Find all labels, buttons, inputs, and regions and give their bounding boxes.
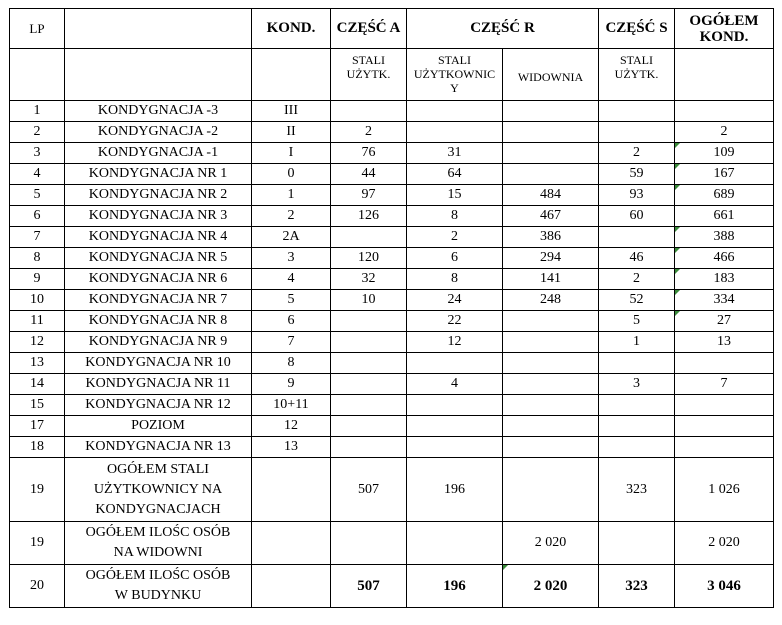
cell-a [331,395,407,416]
table-row [10,227,774,248]
cell-kond: 6 [252,311,331,332]
cell-total [675,416,774,437]
summary-cell-s: 323 [599,458,675,522]
cell-name: KONDYGNACJA NR 8 [65,311,252,332]
cell-kond: 2A [252,227,331,248]
cell-s [599,395,675,416]
cell-lp: 4 [10,164,65,185]
summary-cell-a: 507 [331,458,407,522]
cell-r-widownia: 386 [503,227,599,248]
cell-kond: 5 [252,290,331,311]
cell-a [331,311,407,332]
cell-r-widownia: 294 [503,248,599,269]
col-part-s: CZĘŚĆ S [599,9,675,49]
cell-total: 167 [675,164,774,185]
cell-a [331,332,407,353]
cell-a: 32 [331,269,407,290]
table-row [10,185,774,206]
sub-empty-total [675,49,774,101]
cell-r-stali [407,101,503,122]
table-row [10,353,774,374]
cell-a: 2 [331,122,407,143]
cell-total [675,395,774,416]
cell-total: 466 [675,248,774,269]
cell-total [675,101,774,122]
cell-name: KONDYGNACJA NR 11 [65,374,252,395]
cell-kond: 1 [252,185,331,206]
sub-a-stali: STALI UŻYTK. [331,49,407,101]
col-name [65,9,252,49]
table-row [10,374,774,395]
cell-r-stali: 12 [407,332,503,353]
sub-empty-lp [10,49,65,101]
cell-lp: 6 [10,206,65,227]
cell-lp: 15 [10,395,65,416]
cell-r-widownia: 141 [503,269,599,290]
cell-name: POZIOM [65,416,252,437]
cell-r-stali [407,437,503,458]
table-row [10,206,774,227]
cell-name: KONDYGNACJA NR 5 [65,248,252,269]
cell-s: 2 [599,269,675,290]
cell-s: 5 [599,311,675,332]
cell-r-widownia [503,143,599,164]
cell-total: 661 [675,206,774,227]
cell-kond: 8 [252,353,331,374]
summary-cell-a [331,522,407,565]
cell-r-widownia [503,395,599,416]
summary-cell-s: 323 [599,565,675,608]
table-row [10,332,774,353]
cell-kond: 10+11 [252,395,331,416]
summary-row [10,458,774,522]
occupancy-table [9,8,774,608]
cell-s: 2 [599,143,675,164]
summary-cell-total: 2 020 [675,522,774,565]
cell-a: 44 [331,164,407,185]
cell-r-widownia [503,164,599,185]
cell-r-stali [407,122,503,143]
cell-r-stali: 64 [407,164,503,185]
cell-r-stali [407,416,503,437]
summary-cell-r-widownia [503,458,599,522]
cell-r-stali: 24 [407,290,503,311]
cell-lp: 9 [10,269,65,290]
cell-total: 27 [675,311,774,332]
cell-kond: 13 [252,437,331,458]
cell-kond: 4 [252,269,331,290]
summary-cell-r-widownia: 2 020 [503,565,599,608]
cell-lp: 13 [10,353,65,374]
cell-a: 97 [331,185,407,206]
cell-kond: 0 [252,164,331,185]
cell-kond: II [252,122,331,143]
col-kond: KOND. [252,9,331,49]
cell-a [331,374,407,395]
cell-name: KONDYGNACJA NR 9 [65,332,252,353]
table-row [10,101,774,122]
summary-cell-total: 1 026 [675,458,774,522]
cell-total: 689 [675,185,774,206]
cell-total: 2 [675,122,774,143]
summary-cell-s [599,522,675,565]
cell-total: 388 [675,227,774,248]
cell-kond: 12 [252,416,331,437]
cell-lp: 12 [10,332,65,353]
cell-r-widownia [503,122,599,143]
cell-s [599,227,675,248]
cell-r-widownia: 248 [503,290,599,311]
col-total-line1: OGÓŁEM [689,12,759,29]
cell-s [599,101,675,122]
cell-kond: 9 [252,374,331,395]
summary-cell-name: OGÓŁEM ILOŚC OSÓB W BUDYNKU [65,565,252,608]
cell-a: 120 [331,248,407,269]
col-lp: LP [10,9,65,49]
cell-total: 183 [675,269,774,290]
cell-total [675,437,774,458]
summary-body [10,458,774,608]
cell-name: KONDYGNACJA NR 7 [65,290,252,311]
cell-r-widownia: 484 [503,185,599,206]
cell-lp: 18 [10,437,65,458]
cell-s [599,437,675,458]
cell-r-stali: 6 [407,248,503,269]
cell-name: KONDYGNACJA NR 3 [65,206,252,227]
cell-r-stali: 15 [407,185,503,206]
cell-s: 93 [599,185,675,206]
table-row [10,248,774,269]
sub-empty-name [65,49,252,101]
col-total-line2: KOND. [699,28,749,45]
summary-row [10,565,774,608]
cell-s [599,416,675,437]
cell-r-widownia [503,332,599,353]
cell-r-widownia [503,437,599,458]
sub-empty-kond [252,49,331,101]
summary-cell-r-stali: 196 [407,565,503,608]
cell-r-stali: 8 [407,206,503,227]
cell-r-stali: 22 [407,311,503,332]
cell-lp: 8 [10,248,65,269]
summary-cell-total: 3 046 [675,565,774,608]
table-row [10,437,774,458]
col-part-a: CZĘŚĆ A [331,9,407,49]
cell-r-widownia [503,101,599,122]
summary-row [10,522,774,565]
cell-total: 334 [675,290,774,311]
cell-total: 7 [675,374,774,395]
summary-cell-kond [252,565,331,608]
cell-name: KONDYGNACJA NR 12 [65,395,252,416]
summary-cell-kond [252,458,331,522]
sub-r-stali: STALI UŻYTKOWNIC Y [407,49,503,101]
table-row [10,416,774,437]
table-row [10,290,774,311]
cell-lp: 2 [10,122,65,143]
cell-r-widownia: 467 [503,206,599,227]
cell-total: 109 [675,143,774,164]
summary-cell-lp: 19 [10,522,65,565]
cell-s: 46 [599,248,675,269]
summary-cell-r-stali: 196 [407,458,503,522]
cell-name: KONDYGNACJA NR 4 [65,227,252,248]
summary-cell-lp: 19 [10,458,65,522]
cell-kond: I [252,143,331,164]
cell-name: KONDYGNACJA NR 1 [65,164,252,185]
cell-a [331,416,407,437]
cell-a [331,437,407,458]
table-body [10,101,774,458]
cell-a: 76 [331,143,407,164]
table-row [10,395,774,416]
cell-s: 1 [599,332,675,353]
cell-kond: 7 [252,332,331,353]
cell-a: 10 [331,290,407,311]
cell-a [331,101,407,122]
summary-cell-r-widownia: 2 020 [503,522,599,565]
cell-s [599,353,675,374]
cell-lp: 17 [10,416,65,437]
cell-a: 126 [331,206,407,227]
summary-cell-name: OGÓŁEM ILOŚC OSÓB NA WIDOWNI [65,522,252,565]
cell-lp: 1 [10,101,65,122]
cell-lp: 11 [10,311,65,332]
summary-cell-r-stali [407,522,503,565]
table-row [10,164,774,185]
cell-name: KONDYGNACJA -3 [65,101,252,122]
cell-r-widownia [503,416,599,437]
cell-s: 59 [599,164,675,185]
sub-s-stali: STALI UŻYTK. [599,49,675,101]
cell-name: KONDYGNACJA NR 6 [65,269,252,290]
cell-r-stali [407,353,503,374]
cell-r-stali: 4 [407,374,503,395]
cell-kond: 2 [252,206,331,227]
header-row [10,9,774,49]
cell-s [599,122,675,143]
cell-name: KONDYGNACJA NR 2 [65,185,252,206]
cell-total: 13 [675,332,774,353]
cell-r-stali: 8 [407,269,503,290]
cell-r-widownia [503,374,599,395]
cell-total [675,353,774,374]
table-row [10,122,774,143]
cell-a [331,353,407,374]
cell-r-stali: 2 [407,227,503,248]
summary-cell-a: 507 [331,565,407,608]
cell-r-widownia [503,311,599,332]
cell-lp: 14 [10,374,65,395]
cell-kond: III [252,101,331,122]
col-part-r: CZĘŚĆ R [407,9,599,49]
cell-kond: 3 [252,248,331,269]
cell-r-widownia [503,353,599,374]
summary-cell-kond [252,522,331,565]
table-row [10,143,774,164]
table-row [10,269,774,290]
col-total [675,9,774,49]
summary-cell-lp: 20 [10,565,65,608]
sub-r-widownia: WIDOWNIA [503,49,599,101]
cell-lp: 7 [10,227,65,248]
cell-a [331,227,407,248]
cell-r-stali [407,395,503,416]
cell-s: 3 [599,374,675,395]
summary-cell-name: OGÓŁEM STALI UŻYTKOWNICY NA KONDYGNACJACH [65,458,252,522]
cell-name: KONDYGNACJA -2 [65,122,252,143]
cell-lp: 3 [10,143,65,164]
cell-name: KONDYGNACJA -1 [65,143,252,164]
cell-r-stali: 31 [407,143,503,164]
subheader-row [10,49,774,101]
table-row [10,311,774,332]
cell-s: 52 [599,290,675,311]
cell-lp: 5 [10,185,65,206]
cell-lp: 10 [10,290,65,311]
cell-name: KONDYGNACJA NR 10 [65,353,252,374]
cell-s: 60 [599,206,675,227]
cell-name: KONDYGNACJA NR 13 [65,437,252,458]
